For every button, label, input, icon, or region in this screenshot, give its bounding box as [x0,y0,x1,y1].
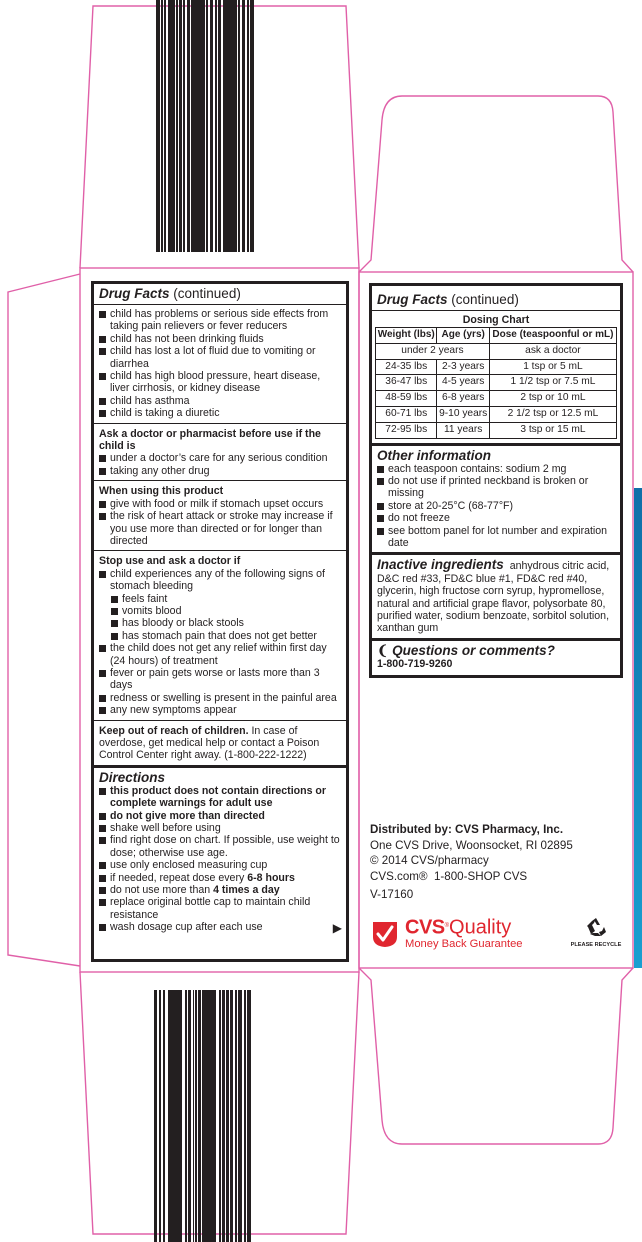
copyright-line: © 2014 CVS/pharmacy [370,854,489,868]
when-using-section [94,480,346,550]
bullet-item: under a doctor’s care for any serious condition [99,452,341,464]
dosing-chart-section [372,310,620,443]
questions-phone: 1-800-719-9260 [377,657,453,670]
table-cell: 36-47 lbs [376,375,437,391]
bullet-item: shake well before using [99,822,341,834]
distributor-address: One CVS Drive, Woonsocket, RI 02895 [370,838,573,852]
side-color-strip [634,488,642,968]
bullet-item: child has problems or serious side effects from taking pain relievers or fever reducers [99,308,341,333]
nested-bullet-item: has bloody or black stools [111,617,341,629]
bullet-item: if needed, repeat dose every 6-8 hours [99,872,341,884]
drug-facts-left-panel [91,281,349,962]
bullet-item: find right dose on chart. If possible, use weight to dose; otherwise use age. [99,834,341,859]
bullet-item: any new symptoms appear [99,704,341,716]
intro-bullet-list [99,308,341,420]
table-row [376,391,617,407]
bullet-item: wash dosage cup after each use [99,921,341,933]
table-header-row [376,328,617,344]
table-cell: 3 tsp or 15 mL [489,422,616,438]
cvs-brand-text: CVS [405,916,445,939]
table-cell: 72-95 lbs [376,422,437,438]
checkmark-shield-icon [370,919,400,949]
bullet-item: fever or pain gets worse or lasts more than 3 days [99,667,341,692]
table-cell: under 2 years [376,343,490,359]
please-recycle-label: PLEASE RECYCLE [570,942,622,948]
barcode-bar [168,990,182,1242]
bullet-item: the child does not get any relief within first day (24 hours) of treatment [99,642,341,667]
bullet-item: do not give more than directed [99,810,341,822]
table-cell: 24-35 lbs [376,359,437,375]
table-cell: ask a doctor [489,343,616,359]
bullet-item: redness or swelling is present in the painful area [99,692,341,704]
ask-doctor-section [94,423,346,481]
bullet-item: taking any other drug [99,465,341,477]
table-cell: 11 years [437,422,489,438]
bullet-item: see bottom panel for lot number and expiration date [377,525,615,550]
nested-bullet-item: has stomach pain that does not get better [111,630,341,642]
barcode-bar [247,990,251,1242]
table-cell: 9-10 years [437,406,489,422]
table-cell: 60-71 lbs [376,406,437,422]
please-recycle-mark [566,917,626,949]
questions-title: ❨ Questions or comments? [377,642,555,658]
bullet-item: do not use more than 4 times a day [99,884,341,896]
table-cell: 6-8 years [437,391,489,407]
table-cell: 1 tsp or 5 mL [489,359,616,375]
table-cell: 1 1/2 tsp or 7.5 mL [489,375,616,391]
version-code: V-17160 [370,888,414,902]
registered-mark: ® [444,923,450,929]
table-row [376,406,617,422]
nested-bullet-item: feels faint [111,593,341,605]
directions-title: Directions [99,769,166,785]
table-row [376,343,617,359]
drug-facts-heading: Drug Facts (continued) [377,292,519,307]
table-row [376,422,617,438]
table-cell: 2 1/2 tsp or 12.5 mL [489,406,616,422]
quality-text: Quality [449,916,512,939]
when-using-title: When using this product [99,485,224,498]
website-phone-line: CVS.com® 1-800-SHOP CVS [370,869,528,883]
barcode-bottom [154,990,251,1242]
right-top-tuck-flap [359,96,633,272]
barcode-bar [202,990,216,1242]
bullet-item: each teaspoon contains: sodium 2 mg [377,463,615,475]
bullet-item: child is taking a diuretic [99,407,341,419]
nested-bullet-item: vomits blood [111,605,341,617]
cvs-quality-logo [370,917,523,950]
inactive-ingredients-text: Inactive ingredients anhydrous citric acid, D&C red #33, FD&C blue #1, FD&C red #40, glycerin, high fructose corn syrup, hypromellose, natural and artificial grape flavor, polysorbate 80, purified water, sodium benzoate, sorbitol solution, xanthan gum [377,557,610,635]
table-cell: 2 tsp or 10 mL [489,391,616,407]
bullet-item: child has not been drinking fluids [99,333,341,345]
keep-out-text: Keep out of reach of children. In case of overdose, get medical help or contact a Poison Control Center right away. (1-800-222-1222) [99,724,320,762]
bullet-item: the risk of heart attack or stroke may increase if you use more than directed or for longer than directed [99,510,341,547]
barcode-bar [168,0,175,252]
distributor-block [370,822,573,903]
money-back-guarantee-text: Money Back Guarantee [405,938,523,951]
bullet-item: child experiences any of the following signs of stomach bleeding [99,568,341,593]
other-information-title: Other information [377,447,491,463]
bullet-item: do not freeze [377,512,615,524]
column-header-weight: Weight (lbs) [376,328,437,344]
table-row [376,359,617,375]
ask-doctor-title: Ask a doctor or pharmacist before use if the child is [99,427,321,453]
drug-facts-header-section [94,284,346,304]
inactive-ingredients-section [372,552,620,637]
table-row [376,375,617,391]
bullet-item: child has lost a lot of fluid due to vomiting or diarrhea [99,345,341,370]
bullet-item: this product does not contain directions or complete warnings for adult use [99,785,341,810]
column-header-dose: Dose (teaspoonful or mL) [489,328,616,344]
questions-section [372,638,620,673]
phone-icon: ❨ [377,642,389,658]
barcode-top [156,0,254,252]
drug-facts-heading: Drug Facts (continued) [99,286,241,301]
dosing-chart-title: Dosing Chart [462,314,530,326]
bullet-item: store at 20-25°C (68-77°F) [377,500,615,512]
drug-facts-right-panel [369,283,623,678]
recycle-icon [585,917,607,937]
table-cell: 2-3 years [437,359,489,375]
column-header-age: Age (yrs) [437,328,489,344]
bullet-item: child has high blood pressure, heart disease, liver cirrhosis, or kidney disease [99,370,341,395]
continue-arrow-icon: ▶ [332,920,342,935]
warnings-continued-section [94,304,346,423]
barcode-bar [191,0,205,252]
barcode-bar [223,0,237,252]
glue-flap [8,274,80,966]
directions-section [94,765,346,937]
keep-out-of-reach-section [94,720,346,765]
bullet-item: child has asthma [99,395,341,407]
right-bottom-tuck-flap [359,968,633,1144]
table-cell: 48-59 lbs [376,391,437,407]
table-cell: 4-5 years [437,375,489,391]
other-information-section [372,443,620,553]
stop-use-title: Stop use and ask a doctor if [99,555,241,568]
right-header-section [372,286,620,310]
stop-use-section [94,550,346,719]
bullet-item: do not use if printed neckband is broken or missing [377,475,615,500]
distributor-name: Distributed by: CVS Pharmacy, Inc. [370,823,564,836]
dosing-chart-table [375,327,617,439]
barcode-bar [250,0,254,252]
bullet-item: use only enclosed measuring cup [99,859,341,871]
bullet-item: replace original bottle cap to maintain child resistance [99,896,341,921]
bullet-item: give with food or milk if stomach upset occurs [99,498,341,510]
